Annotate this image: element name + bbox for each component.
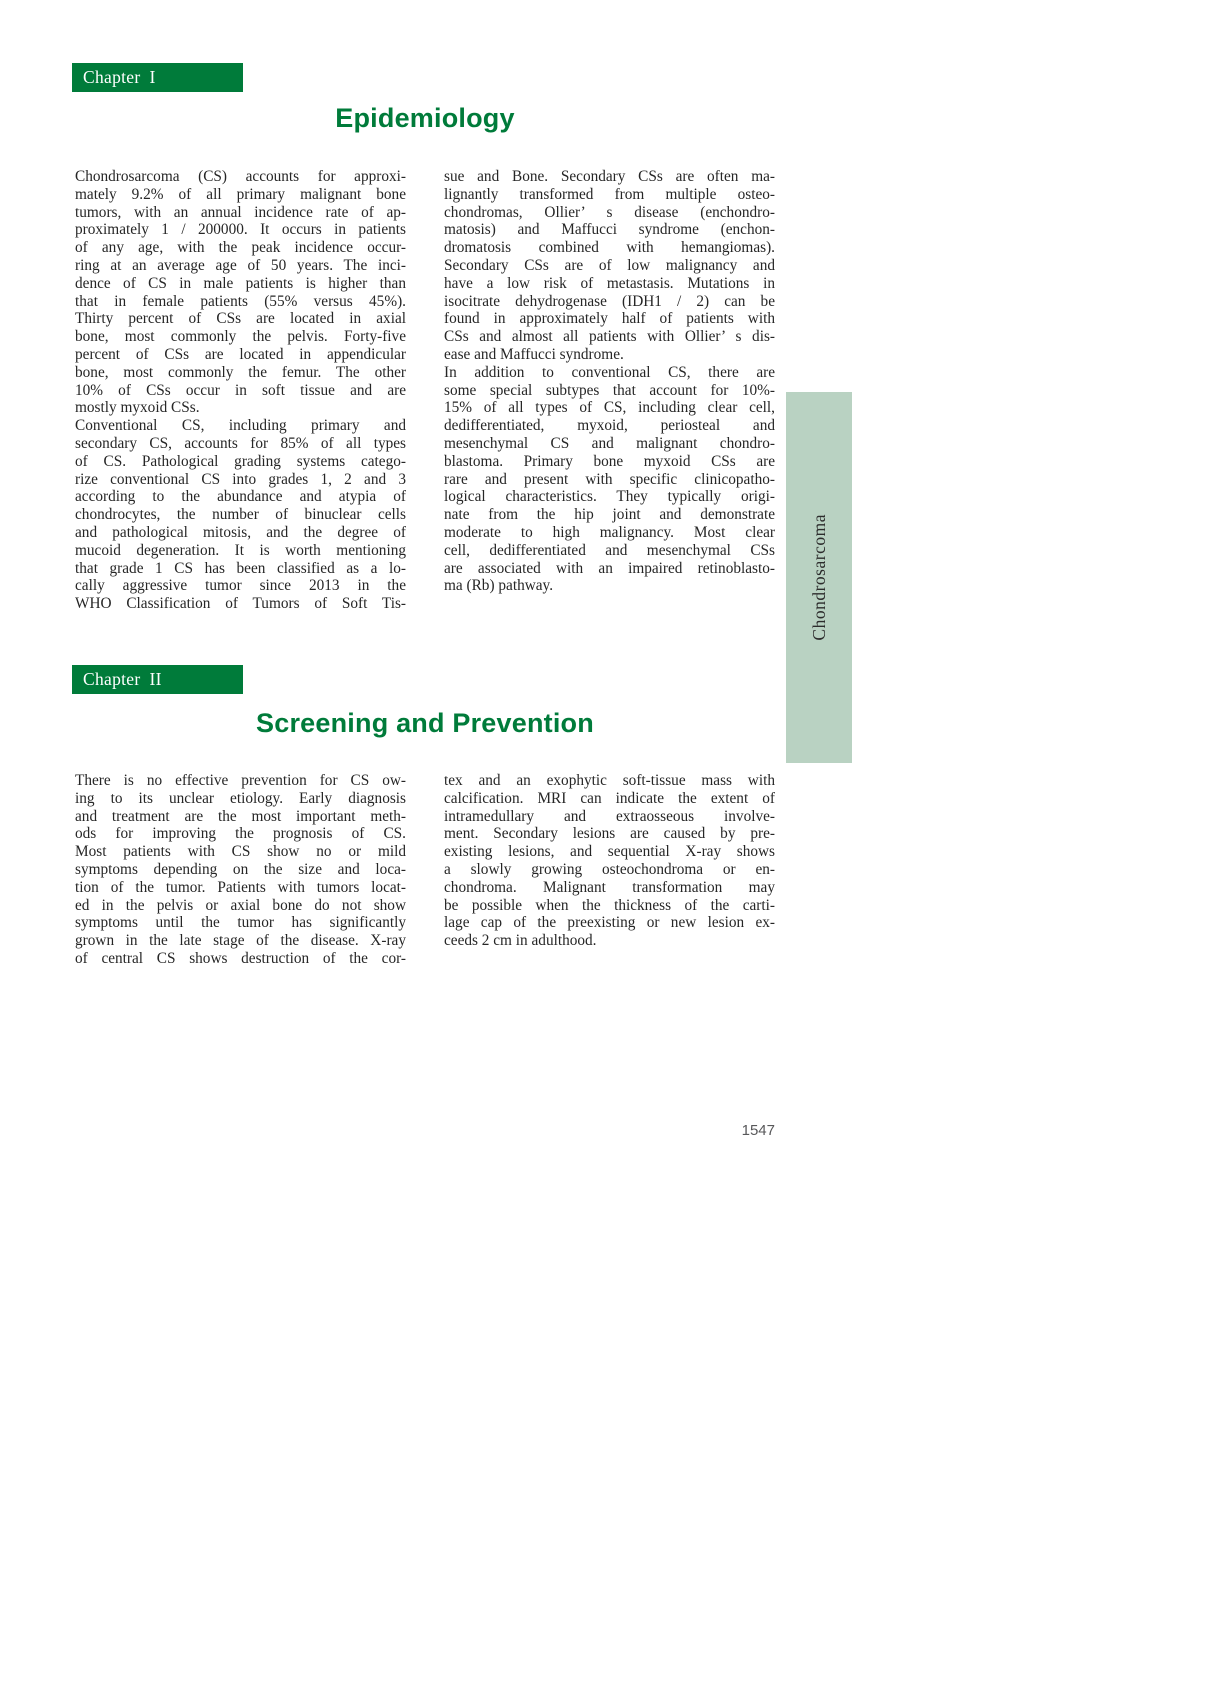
text-line: symptoms until the tumor has significantly: [75, 914, 406, 932]
text-line: of CS. Pathological grading systems catego-: [75, 452, 406, 470]
text-line: and pathological mitosis, and the degree of: [75, 523, 406, 541]
text-line: WHO Classification of Tumors of Soft Tis-: [75, 595, 406, 613]
chapter-2-body: [75, 772, 775, 968]
text-line: ment. Secondary lesions are caused by pre-: [444, 825, 775, 843]
text-line: dedifferentiated, myxoid, periosteal and: [444, 417, 775, 435]
text-line: Thirty percent of CSs are located in axial: [75, 310, 406, 328]
text-line: symptoms depending on the size and loca-: [75, 860, 406, 878]
chapter-2-column-left: [75, 772, 406, 968]
text-line: are associated with an impaired retinoblasto-: [444, 559, 775, 577]
text-line: mostly myxoid CSs.: [75, 399, 200, 417]
text-line: intramedullary and extraosseous involve-: [444, 807, 775, 825]
text-line: rare and present with specific clinicopatho-: [444, 470, 775, 488]
text-line: percent of CSs are located in appendicular: [75, 345, 406, 363]
text-line: some special subtypes that account for 10%-: [444, 381, 775, 399]
page-number: 1547: [741, 1122, 775, 1139]
text-line: There is no effective prevention for CS ow-: [75, 772, 406, 789]
text-line: that in female patients (55% versus 45%).: [75, 292, 406, 310]
text-line: ease and Maffucci syndrome.: [444, 345, 624, 363]
side-tab-label: Chondrosarcoma: [808, 514, 829, 641]
text-line: logical characteristics. They typically origi-: [444, 488, 775, 506]
text-line: blastoma. Primary bone myxoid CSs are: [444, 452, 775, 470]
text-line: according to the abundance and atypia of: [75, 488, 406, 506]
text-line: 15% of all types of CS, including clear cell,: [444, 399, 775, 417]
text-line: be possible when the thickness of the carti-: [444, 896, 775, 914]
chapter-1-header-box: Chapter I: [72, 63, 243, 92]
chapter-1-body: [75, 168, 775, 613]
text-line: ed in the pelvis or axial bone do not show: [75, 896, 406, 914]
text-line: existing lesions, and sequential X-ray shows: [444, 843, 775, 861]
text-line: have a low risk of metastasis. Mutations in: [444, 274, 775, 292]
text-line: tion of the tumor. Patients with tumors locat-: [75, 878, 406, 896]
text-line: Conventional CS, including primary and: [75, 417, 406, 435]
text-line: ceeds 2 cm in adulthood.: [444, 932, 597, 950]
chapter-1-column-left: [75, 168, 406, 613]
text-line: of any age, with the peak incidence occur-: [75, 239, 406, 257]
text-line: ods for improving the prognosis of CS.: [75, 825, 406, 843]
text-line: tumors, with an annual incidence rate of ap-: [75, 203, 406, 221]
text-line: cally aggressive tumor since 2013 in the: [75, 577, 406, 595]
text-line: Secondary CSs are of low malignancy and: [444, 256, 775, 274]
chapter-2-title: Screening and Prevention: [256, 708, 594, 738]
text-line: bone, most commonly the pelvis. Forty-five: [75, 328, 406, 346]
text-line: mucoid degeneration. It is worth mentioning: [75, 541, 406, 559]
text-line: Chondrosarcoma (CS) accounts for approxi-: [75, 168, 406, 185]
text-line: ing to its unclear etiology. Early diagnosis: [75, 789, 406, 807]
chapter-1-title: Epidemiology: [335, 103, 515, 133]
text-line: mately 9.2% of all primary malignant bone: [75, 185, 406, 203]
text-line: matosis) and Maffucci syndrome (enchon-: [444, 221, 775, 239]
text-line: that grade 1 CS has been classified as a lo-: [75, 559, 406, 577]
chapter-1-column-right: [444, 168, 775, 613]
text-line: grown in the late stage of the disease. X-ray: [75, 932, 406, 950]
text-line: ring at an average age of 50 years. The inci-: [75, 256, 406, 274]
text-line: CSs and almost all patients with Ollier’ s dis-: [444, 328, 775, 346]
chapter-2-column-right: [444, 772, 775, 968]
text-line: dromatosis combined with hemangiomas).: [444, 239, 775, 257]
text-line: moderate to high malignancy. Most clear: [444, 523, 775, 541]
text-line: isocitrate dehydrogenase (IDH1 / 2) can be: [444, 292, 775, 310]
text-line: and treatment are the most important meth-: [75, 807, 406, 825]
text-line: sue and Bone. Secondary CSs are often ma-: [444, 168, 775, 185]
side-thumb-tab: [786, 392, 852, 763]
text-line: calcification. MRI can indicate the extent of: [444, 789, 775, 807]
chapter-2-header-box: Chapter II: [72, 665, 243, 694]
text-line: cell, dedifferentiated and mesenchymal CSs: [444, 541, 775, 559]
text-line: tex and an exophytic soft-tissue mass with: [444, 772, 775, 789]
text-line: rize conventional CS into grades 1, 2 and 3: [75, 470, 406, 488]
text-line: nate from the hip joint and demonstrate: [444, 506, 775, 524]
text-line: bone, most commonly the femur. The other: [75, 363, 406, 381]
text-line: In addition to conventional CS, there are: [444, 363, 775, 381]
text-line: chondroma. Malignant transformation may: [444, 878, 775, 896]
text-line: lage cap of the preexisting or new lesion ex-: [444, 914, 775, 932]
text-line: of central CS shows destruction of the cor-: [75, 949, 406, 967]
text-line: lignantly transformed from multiple osteo-: [444, 185, 775, 203]
text-line: mesenchymal CS and malignant chondro-: [444, 434, 775, 452]
text-line: 10% of CSs occur in soft tissue and are: [75, 381, 406, 399]
text-line: chondrocytes, the number of binuclear cells: [75, 506, 406, 524]
text-line: ma (Rb) pathway.: [444, 577, 554, 595]
text-line: dence of CS in male patients is higher than: [75, 274, 406, 292]
text-line: chondromas, Ollier’ s disease (enchondro-: [444, 203, 775, 221]
text-line: a slowly growing osteochondroma or en-: [444, 860, 775, 878]
text-line: Most patients with CS show no or mild: [75, 843, 406, 861]
text-line: secondary CS, accounts for 85% of all types: [75, 434, 406, 452]
text-line: proximately 1 / 200000. It occurs in patients: [75, 221, 406, 239]
text-line: found in approximately half of patients with: [444, 310, 775, 328]
